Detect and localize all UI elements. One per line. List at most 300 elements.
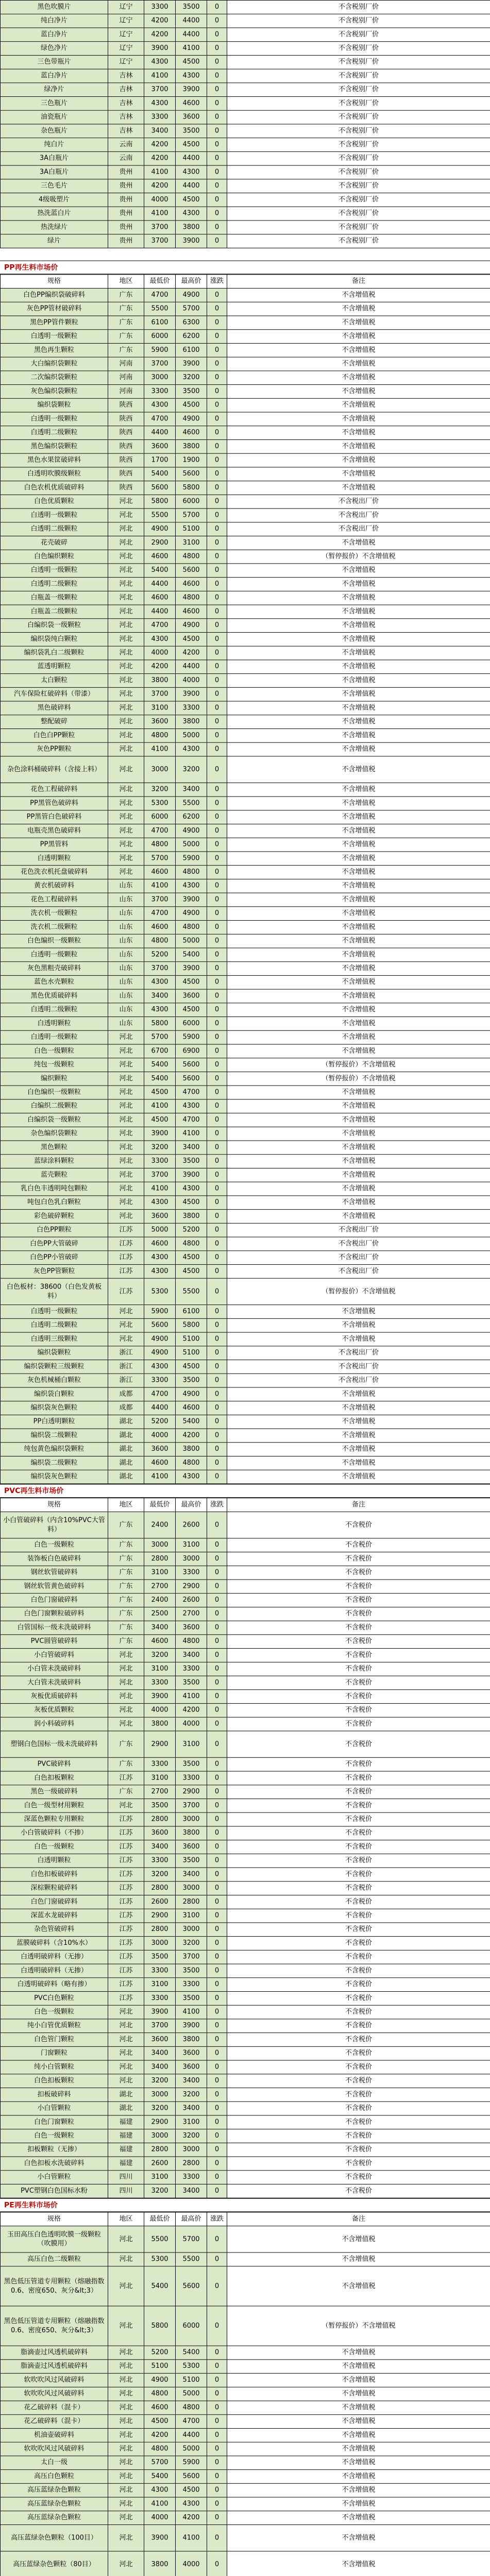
max-price-cell: 3400 <box>176 2074 207 2088</box>
note-cell: 不含税价 <box>227 2088 490 2102</box>
change-cell: 0 <box>207 1840 227 1854</box>
note-cell: 不含增值税 <box>227 715 490 729</box>
max-price-cell: 4700 <box>176 1086 207 1099</box>
region-cell: 河南 <box>108 357 144 371</box>
table-row <box>1 330 490 344</box>
spec-cell: 白透明一级颗粒 <box>1 564 108 578</box>
table-row <box>1 2129 490 2143</box>
table-row <box>1 2184 490 2198</box>
max-price-cell: 3800 <box>176 1443 207 1456</box>
note-cell: 不含税别厂价 <box>227 138 490 152</box>
min-price-cell: 4700 <box>144 907 176 921</box>
note-cell: 不含增值税 <box>227 742 490 756</box>
note-cell: 不含税价 <box>227 1799 490 1812</box>
spec-cell: 蓝透明颗粒 <box>1 660 108 674</box>
max-price-cell: 4200 <box>176 646 207 660</box>
max-price-cell: 4500 <box>176 1003 207 1017</box>
note-cell: 不含税价 <box>227 1771 490 1785</box>
spec-cell: 绿色净片 <box>1 42 108 56</box>
change-cell: 0 <box>207 866 227 879</box>
change-cell: 0 <box>207 2470 227 2484</box>
min-price-cell: 4300 <box>144 632 176 646</box>
table-row <box>1 2442 490 2456</box>
table-row <box>1 2143 490 2157</box>
region-cell: 陕西 <box>108 481 144 495</box>
spec-cell: 小白管颗粒 <box>1 2171 108 2184</box>
change-cell: 0 <box>207 1717 227 1731</box>
min-price-cell: 2800 <box>144 2143 176 2157</box>
note-cell: 不含增值税 <box>227 1210 490 1224</box>
min-price-cell: 3300 <box>144 1964 176 1978</box>
min-price-cell: 5800 <box>144 495 176 509</box>
min-price-cell: 4200 <box>144 14 176 28</box>
region-cell: 河北 <box>108 1676 144 1690</box>
max-price-cell: 2600 <box>176 1594 207 1607</box>
change-cell: 0 <box>207 481 227 495</box>
change-cell: 0 <box>207 1950 227 1964</box>
min-price-cell: 4200 <box>144 138 176 152</box>
min-price-cell: 4300 <box>144 1360 176 1374</box>
table-row <box>1 921 490 935</box>
max-price-cell: 3800 <box>176 221 207 234</box>
max-price-cell: 4600 <box>176 426 207 440</box>
note-cell: 不含税价 <box>227 1991 490 2005</box>
min-price-cell: 3200 <box>144 2074 176 2088</box>
region-cell: 贵州 <box>108 234 144 248</box>
spec-cell: 白透明一级颗粒 <box>1 948 108 962</box>
change-cell: 0 <box>207 1223 227 1237</box>
region-cell: 江苏 <box>108 1237 144 1251</box>
spec-cell: 3A白瓶片 <box>1 165 108 179</box>
spec-cell: 3A白瓶片 <box>1 151 108 165</box>
max-price-cell: 3100 <box>176 536 207 550</box>
min-price-cell: 2900 <box>144 536 176 550</box>
column-header-note: 备注 <box>227 2212 490 2226</box>
note-cell: 不含增值税 <box>227 426 490 440</box>
max-price-cell: 4300 <box>176 2497 207 2511</box>
max-price-cell: 4500 <box>176 55 207 69</box>
spec-cell: 电瓶壳黑色破碎料 <box>1 824 108 838</box>
change-cell: 0 <box>207 1044 227 1058</box>
spec-cell: 三色毛片 <box>1 179 108 193</box>
note-cell: 不含增值税 <box>227 1332 490 1346</box>
min-price-cell: 4800 <box>144 728 176 742</box>
region-cell: 河北 <box>108 2346 144 2360</box>
change-cell: 0 <box>207 1401 227 1415</box>
region-cell: 山东 <box>108 962 144 976</box>
min-price-cell: 5200 <box>144 948 176 962</box>
max-price-cell: 5600 <box>176 2266 207 2306</box>
min-price-cell: 3300 <box>144 0 176 14</box>
table-row <box>1 1264 490 1278</box>
max-price-cell: 3600 <box>176 989 207 1003</box>
table-row <box>1 0 490 14</box>
spec-cell: PP黑管料 <box>1 838 108 852</box>
note-cell: 不含增值税 <box>227 934 490 948</box>
table-row <box>1 1374 490 1387</box>
table-row <box>1 1923 490 1937</box>
min-price-cell: 5700 <box>144 1030 176 1044</box>
note-cell: 不含税价 <box>227 1882 490 1895</box>
max-price-cell: 5000 <box>176 934 207 948</box>
min-price-cell: 3500 <box>144 1950 176 1964</box>
spec-cell: 软吹吹风过风破碎料 <box>1 2374 108 2387</box>
table-row <box>1 1757 490 1771</box>
min-price-cell: 5400 <box>144 2266 176 2306</box>
region-cell: 广东 <box>108 1552 144 1566</box>
min-price-cell: 3400 <box>144 2060 176 2074</box>
spec-cell: 绿片 <box>1 234 108 248</box>
max-price-cell: 4300 <box>176 1182 207 1196</box>
change-cell: 0 <box>207 1360 227 1374</box>
spec-cell: 编织袋灰色颗粒 <box>1 1470 108 1484</box>
max-price-cell: 6300 <box>176 316 207 330</box>
note-cell: 不含增值税 <box>227 536 490 550</box>
change-cell: 0 <box>207 838 227 852</box>
table-row <box>1 1223 490 1237</box>
table-row <box>1 715 490 729</box>
change-cell: 0 <box>207 371 227 385</box>
region-cell: 河北 <box>108 578 144 591</box>
change-cell: 0 <box>207 2060 227 2074</box>
note-cell: 不含税价 <box>227 1895 490 1909</box>
region-cell: 陕西 <box>108 467 144 481</box>
change-cell: 0 <box>207 1113 227 1127</box>
max-price-cell: 5600 <box>176 1072 207 1086</box>
min-price-cell: 3900 <box>144 1127 176 1141</box>
spec-cell: 编织颗粒 <box>1 1072 108 1086</box>
table-row <box>1 934 490 948</box>
note-cell: 不含税别厂价 <box>227 151 490 165</box>
note-cell: 不含增值税 <box>227 2374 490 2387</box>
change-cell: 0 <box>207 302 227 316</box>
table-row <box>1 962 490 976</box>
spec-cell: 黑色再生颗粒 <box>1 343 108 357</box>
max-price-cell: 4100 <box>176 2524 207 2551</box>
note-cell: 不含增值税 <box>227 687 490 701</box>
note-cell: 不含税价 <box>227 1826 490 1840</box>
note-cell: 不含税价 <box>227 1621 490 1635</box>
min-price-cell: 3300 <box>144 1854 176 1868</box>
change-cell: 0 <box>207 1812 227 1826</box>
note-cell: 不含税价 <box>227 1690 490 1704</box>
region-cell: 湖北 <box>108 1443 144 1456</box>
spec-cell: 白色一级颗粒 <box>1 1538 108 1552</box>
table-row <box>1 1580 490 1594</box>
min-price-cell: 4900 <box>144 2374 176 2387</box>
spec-cell: 白透明吹膜级颗粒 <box>1 467 108 481</box>
max-price-cell: 4100 <box>176 1127 207 1141</box>
region-cell: 山东 <box>108 879 144 893</box>
max-price-cell: 5000 <box>176 2442 207 2456</box>
min-price-cell: 4400 <box>144 578 176 591</box>
section-title-pe: PE再生料市场价 <box>0 2198 490 2212</box>
max-price-cell: 3500 <box>176 1374 207 1387</box>
max-price-cell: 4600 <box>176 605 207 619</box>
table-row <box>1 1840 490 1854</box>
region-cell: 河北 <box>108 2511 144 2525</box>
min-price-cell: 3300 <box>144 1374 176 1387</box>
note-cell: 不含税价 <box>227 1717 490 1731</box>
spec-cell: 白透明一级颗粒 <box>1 1305 108 1319</box>
table-row <box>1 1182 490 1196</box>
table-row <box>1 1882 490 1895</box>
note-cell: 不含增值税 <box>227 1168 490 1182</box>
min-price-cell: 2700 <box>144 1785 176 1799</box>
change-cell: 0 <box>207 1332 227 1346</box>
change-cell: 0 <box>207 1580 227 1594</box>
table-row <box>1 2102 490 2115</box>
change-cell: 0 <box>207 1923 227 1937</box>
change-cell: 0 <box>207 2115 227 2129</box>
note-cell: 不含税出厂价 <box>227 1360 490 1374</box>
note-cell: 不含增值税 <box>227 481 490 495</box>
region-cell: 河北 <box>108 2060 144 2074</box>
max-price-cell: 4500 <box>176 1264 207 1278</box>
min-price-cell: 4300 <box>144 1251 176 1265</box>
note-cell: 不含税别厂价 <box>227 28 490 42</box>
price-table-pvc <box>0 1498 490 2198</box>
max-price-cell: 4400 <box>176 28 207 42</box>
note-cell: 不含增值税 <box>227 962 490 976</box>
note-cell: 不含税价 <box>227 2005 490 2019</box>
table-row <box>1 83 490 97</box>
region-cell: 河北 <box>108 756 144 783</box>
table-row <box>1 1854 490 1868</box>
min-price-cell: 5800 <box>144 2306 176 2346</box>
table-row <box>1 866 490 879</box>
table-row <box>1 509 490 522</box>
change-cell: 0 <box>207 1690 227 1704</box>
spec-cell: 编织袋颗粒 <box>1 398 108 412</box>
max-price-cell: 3100 <box>176 2115 207 2129</box>
min-price-cell: 4100 <box>144 1182 176 1196</box>
min-price-cell: 4100 <box>144 742 176 756</box>
change-cell: 0 <box>207 893 227 907</box>
region-cell: 山东 <box>108 989 144 1003</box>
region-cell: 河北 <box>108 796 144 810</box>
max-price-cell: 5100 <box>176 522 207 536</box>
min-price-cell: 3600 <box>144 1826 176 1840</box>
min-price-cell: 4700 <box>144 619 176 633</box>
region-cell: 河北 <box>108 783 144 796</box>
table-row <box>1 728 490 742</box>
note-cell: 不含增值税 <box>227 921 490 935</box>
region-cell: 河北 <box>108 1086 144 1099</box>
max-price-cell: 3300 <box>176 1566 207 1580</box>
note-cell: 不含增值税 <box>227 1141 490 1155</box>
spec-cell: 白瓶盖一级颗粒 <box>1 591 108 605</box>
spec-cell: 白透明破碎料（无掺） <box>1 1964 108 1978</box>
min-price-cell: 2800 <box>144 1552 176 1566</box>
change-cell: 0 <box>207 1155 227 1168</box>
note-cell: （暂停报价）不含增值税 <box>227 550 490 564</box>
spec-cell: 灰色编织袋颗粒 <box>1 385 108 399</box>
max-price-cell: 4800 <box>176 550 207 564</box>
region-cell: 吉林 <box>108 110 144 124</box>
table-row <box>1 1318 490 1332</box>
note-cell: 不含增值税 <box>227 646 490 660</box>
min-price-cell: 5300 <box>144 796 176 810</box>
region-cell: 河北 <box>108 646 144 660</box>
table-row <box>1 1785 490 1799</box>
spec-cell: 黑色优质破碎料 <box>1 989 108 1003</box>
table-row <box>1 1937 490 1951</box>
region-cell: 河北 <box>108 1058 144 1072</box>
change-cell: 0 <box>207 1662 227 1676</box>
max-price-cell: 3400 <box>176 1141 207 1155</box>
max-price-cell: 3500 <box>176 1155 207 1168</box>
region-cell: 河北 <box>108 2226 144 2252</box>
note-cell: 不含增值税 <box>227 289 490 302</box>
change-cell: 0 <box>207 975 227 989</box>
change-cell: 0 <box>207 879 227 893</box>
change-cell: 0 <box>207 1318 227 1332</box>
spec-cell: 纯白净片 <box>1 14 108 28</box>
spec-cell: 热洗蓝白片 <box>1 207 108 221</box>
min-price-cell: 4100 <box>144 207 176 221</box>
region-cell: 河北 <box>108 2470 144 2484</box>
region-cell: 成都 <box>108 1401 144 1415</box>
max-price-cell: 3800 <box>176 2033 207 2047</box>
region-cell: 河北 <box>108 2524 144 2551</box>
region-cell: 江苏 <box>108 1909 144 1923</box>
region-cell: 河北 <box>108 1127 144 1141</box>
table-row <box>1 1690 490 1704</box>
table-row <box>1 1826 490 1840</box>
column-header-min: 最低价 <box>144 1498 176 1512</box>
change-cell: 0 <box>207 1676 227 1690</box>
table-row <box>1 2428 490 2442</box>
max-price-cell: 4500 <box>176 1251 207 1265</box>
change-cell: 0 <box>207 536 227 550</box>
change-cell: 0 <box>207 2497 227 2511</box>
region-cell: 山东 <box>108 934 144 948</box>
table-row <box>1 2252 490 2266</box>
region-cell: 广东 <box>108 1512 144 1538</box>
note-cell: 不含税别厂价 <box>227 234 490 248</box>
note-cell: （暂停报价）不含增值税 <box>227 1058 490 1072</box>
region-cell: 广东 <box>108 1621 144 1635</box>
change-cell: 0 <box>207 97 227 111</box>
min-price-cell: 5500 <box>144 302 176 316</box>
spec-cell: 白透明二级颗粒 <box>1 1003 108 1017</box>
change-cell: 0 <box>207 1621 227 1635</box>
column-header-spec: 规格 <box>1 2212 108 2226</box>
note-cell: 不含增值税 <box>227 756 490 783</box>
note-cell: 不含税价 <box>227 1607 490 1621</box>
max-price-cell: 3300 <box>176 1771 207 1785</box>
spec-cell: PP黑管白色破碎料 <box>1 810 108 824</box>
change-cell: 0 <box>207 1210 227 1224</box>
table-row <box>1 2171 490 2184</box>
region-cell: 河北 <box>108 824 144 838</box>
min-price-cell: 4400 <box>144 426 176 440</box>
spec-cell: 乳白色丰透明吨包颗粒 <box>1 1182 108 1196</box>
region-cell: 辽宁 <box>108 28 144 42</box>
note-cell: 不含增值税 <box>227 632 490 646</box>
spec-cell: 编织袋颗粒 <box>1 1346 108 1360</box>
region-cell: 陕西 <box>108 426 144 440</box>
change-cell: 0 <box>207 42 227 56</box>
min-price-cell: 2900 <box>144 1731 176 1757</box>
change-cell: 0 <box>207 1854 227 1868</box>
min-price-cell: 2900 <box>144 2115 176 2129</box>
table-row <box>1 1429 490 1443</box>
note-cell: 不含增值税 <box>227 1017 490 1031</box>
note-cell: 不含增值税 <box>227 1044 490 1058</box>
table-row <box>1 1155 490 1168</box>
max-price-cell: 4200 <box>176 1703 207 1717</box>
change-cell: 0 <box>207 330 227 344</box>
spec-cell: 杂色涂料桶破碎料（含接上料） <box>1 756 108 783</box>
change-cell: 0 <box>207 1443 227 1456</box>
spec-cell: 白色编织一级颗粒 <box>1 934 108 948</box>
change-cell: 0 <box>207 2415 227 2429</box>
min-price-cell: 4000 <box>144 1429 176 1443</box>
note-cell: 不含税别厂价 <box>227 193 490 207</box>
max-price-cell: 3900 <box>176 83 207 97</box>
max-price-cell: 3200 <box>176 2129 207 2143</box>
change-cell: 0 <box>207 2483 227 2497</box>
region-cell: 广东 <box>108 1538 144 1552</box>
region-cell: 河北 <box>108 632 144 646</box>
table-row <box>1 179 490 193</box>
change-cell: 0 <box>207 2019 227 2033</box>
min-price-cell: 4100 <box>144 2497 176 2511</box>
max-price-cell: 5600 <box>176 1058 207 1072</box>
min-price-cell: 4300 <box>144 2483 176 2497</box>
min-price-cell: 6000 <box>144 810 176 824</box>
change-cell: 0 <box>207 1757 227 1771</box>
table-row <box>1 2005 490 2019</box>
note-cell: 不含增值税 <box>227 2252 490 2266</box>
table-row <box>1 632 490 646</box>
min-price-cell: 3200 <box>144 1649 176 1663</box>
table-row <box>1 893 490 907</box>
note-cell: 不含增值税 <box>227 907 490 921</box>
note-cell: 不含税别厂价 <box>227 97 490 111</box>
table-row <box>1 1401 490 1415</box>
max-price-cell: 3600 <box>176 2060 207 2074</box>
change-cell: 0 <box>207 467 227 481</box>
max-price-cell: 4500 <box>176 2483 207 2497</box>
change-cell: 0 <box>207 578 227 591</box>
min-price-cell: 2600 <box>144 1895 176 1909</box>
note-cell: 不含税价 <box>227 1635 490 1649</box>
table-row <box>1 193 490 207</box>
change-cell: 0 <box>207 2129 227 2143</box>
note-cell: 不含税价 <box>227 1649 490 1663</box>
max-price-cell: 5500 <box>176 1278 207 1304</box>
note-cell: 不含税价 <box>227 1923 490 1937</box>
note-cell: （暂停报价）不含增值税 <box>227 1278 490 1304</box>
change-cell: 0 <box>207 796 227 810</box>
table-row <box>1 42 490 56</box>
max-price-cell: 3900 <box>176 687 207 701</box>
min-price-cell: 3100 <box>144 1771 176 1785</box>
spec-cell: 灰板优质破碎料 <box>1 1690 108 1704</box>
max-price-cell: 3000 <box>176 1923 207 1937</box>
note-cell: 不含增值税 <box>227 467 490 481</box>
min-price-cell: 3100 <box>144 1978 176 1992</box>
min-price-cell: 5300 <box>144 1278 176 1304</box>
spec-cell: 白色扣板破碎料 <box>1 1868 108 1882</box>
table-row <box>1 1099 490 1113</box>
note-cell: 不含增值税 <box>227 1155 490 1168</box>
change-cell: 0 <box>207 1305 227 1319</box>
change-cell: 0 <box>207 1127 227 1141</box>
